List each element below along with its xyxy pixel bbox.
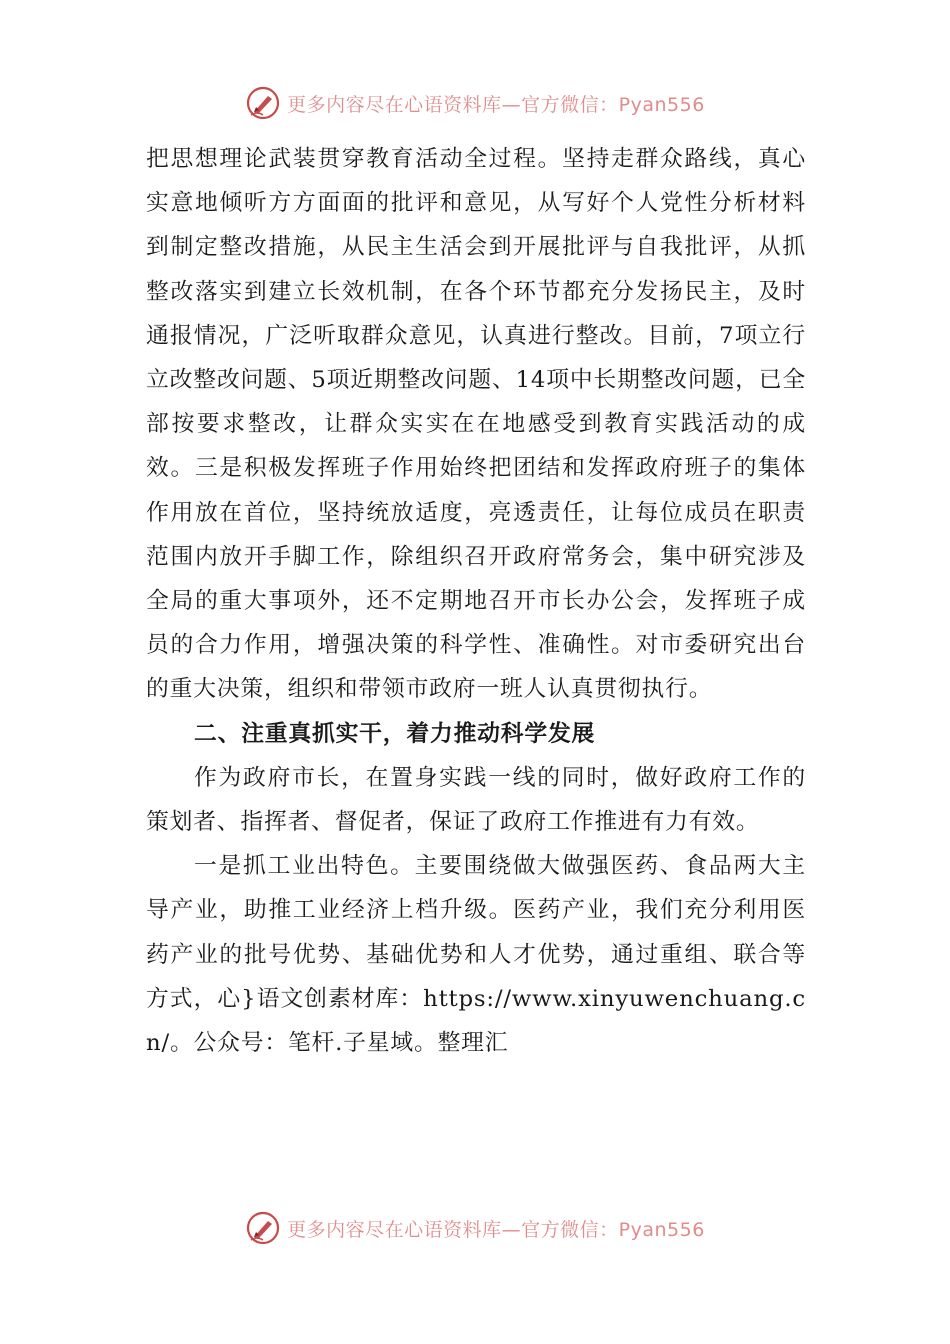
pen-logo-icon: [245, 85, 281, 121]
paragraph-3: 一是抓工业出特色。主要围绕做大做强医药、食品两大主导产业，助推工业经济上档升级。医药产业，我们充分利用医药产业的批号优势、基础优势和人才优势，通过重组、联合等方式，心}语文创素材库：https://www.xinyuwenchuang.cn/。公众号：笔杆.子星域。整理汇: [146, 853, 806, 1057]
header-banner-text: 更多内容尽在心语资料库—官方微信：Pyan556: [287, 93, 705, 116]
paragraph-1: 把思想理论武装贯穿教育活动全过程。坚持走群众路线，真心实意地倾听方方面面的批评和意见，从写好个人党性分析材料到制定整改措施，从民主生活会到开展批评与自我批评，从抓整改落实到建立长效机制，在各个环节都充分发扬民主，及时通报情况，广泛听取群众意见，认真进行整改。目前，7项立行立改整改问题、5项近期整改问题、14项中长期整改问题，已全部按要求整改，让群众实实在在地感受到教育实践活动的成效。三是积极发挥班子作用始终把团结和发挥政府班子的集体作用放在首位，坚持统放适度，亮透责任，让每位成员在职责范围内放开手脚工作，除组织召开政府常务会，集中研究涉及全局的重大事项外，还不定期地召开市长办公会，发挥班子成员的合力作用，增强决策的科学性、准确性。对市委研究出台的重大决策，组织和带领市政府一班人认真贯彻执行。: [146, 146, 806, 703]
footer-banner-text: 更多内容尽在心语资料库—官方微信：Pyan556: [287, 1218, 705, 1241]
paragraph-2: 作为政府市长，在置身实践一线的同时，做好政府工作的策划者、指挥者、督促者，保证了政府工作推进有力有效。: [146, 764, 806, 836]
document-body: [146, 137, 806, 1065]
footer-banner: [0, 1208, 950, 1248]
pen-logo-icon: [245, 1210, 281, 1246]
header-banner: [0, 83, 950, 123]
section-heading: 二、注重真抓实干，着力推动科学发展: [194, 720, 596, 747]
